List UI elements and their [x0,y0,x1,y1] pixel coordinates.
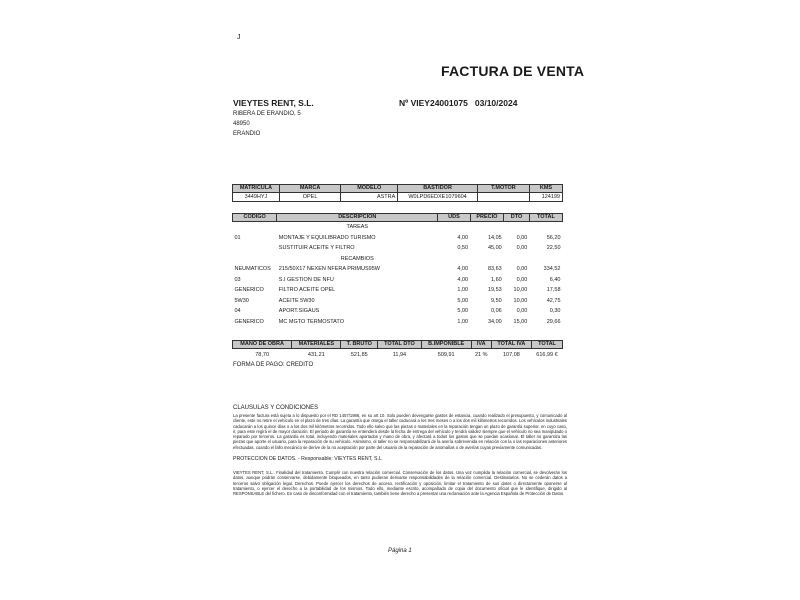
totals-header-cell: MATERIALES [292,341,341,349]
table-row [233,296,563,307]
item-desc: APORT.SIGAUS [278,308,320,314]
total-bruto: 521,85 [350,351,368,358]
item-code: GENERICO [234,287,264,293]
total-base-imponible: 509,91 [437,351,455,358]
items-header-cell: CODIGO [233,214,277,222]
table-row [233,306,563,317]
section-row [233,254,563,265]
vehicle-data-row [233,193,563,202]
totals-header-cell: TOTAL [531,341,562,349]
item-uds: 5,00 [457,297,469,304]
totals-header-row [233,341,563,349]
item-desc: MONTAJE Y EQUILIBRADO TURISMO [278,234,376,241]
item-uds: 5,00 [457,308,469,314]
items-header-row [233,214,563,222]
items-header-cell: PRECIO [470,214,504,222]
vehicle-header-row [233,185,563,193]
item-total: 22,50 [546,245,561,251]
vehicle-table [232,184,563,202]
items-header-cell: UDS [438,214,470,222]
item-code [233,243,277,254]
section-row [233,222,563,233]
item-total: 29,66 [546,318,561,325]
item-code: 01 [234,234,241,241]
clauses-title: CLAUSULAS Y CONDICIONES [233,405,319,411]
item-dto: 0,00 [516,308,528,314]
items-header-cell: DTO [504,214,530,222]
total-amount: 616,99 € [536,351,558,358]
page-number: Página 1 [388,548,412,554]
table-row [233,317,563,328]
company-address: RIBERA DE ERANDIO, 5 [233,111,301,117]
vehicle-model: ASTRA [341,193,398,202]
vehicle-header-cell: KMS [530,185,563,193]
items-header-cell: DESCRIPCION [277,214,438,222]
item-code: 03 [234,276,241,283]
item-code: 04 [234,308,241,314]
item-precio: 45,00 [487,245,502,251]
item-precio: 1,60 [490,276,502,283]
invoice-date: 03/10/2024 [474,98,518,108]
totals-table [232,340,563,360]
item-precio: 19,53 [487,287,502,293]
item-dto: 0,00 [516,266,528,272]
vehicle-header-cell: T.MOTOR [477,185,529,193]
company-city: ERANDIO [233,131,261,137]
corner-mark: J [237,34,241,41]
vehicle-header-cell: MARCA [279,185,340,193]
table-row [233,275,563,286]
items-table [232,213,563,327]
totals-header-cell: IVA [471,341,491,349]
vehicle-plate: 3449HYJ [233,193,280,202]
item-uds: 4,00 [457,234,469,241]
item-desc: FILTRO ACEITE OPEL [278,287,336,293]
vehicle-vin: W0LPD6EDXE1079604 [398,193,478,202]
item-uds: 1,00 [457,287,469,293]
item-dto: 15,00 [513,318,528,325]
section-tareas: TAREAS [346,224,369,230]
item-precio: 14,05 [487,234,502,241]
total-mano-obra: 78,70 [255,351,270,358]
total-dto: 11,94 [392,351,407,358]
item-precio: 83,63 [487,266,502,272]
table-row [233,233,563,244]
company-name: VIEYTES RENT, S.L. [233,98,314,108]
totals-header-cell: TOTAL IVA [491,341,531,349]
vehicle-header-cell: BASTIDOR [398,185,478,193]
document-title: FACTURA DE VENTA [441,63,585,79]
item-dto: 10,00 [513,297,528,304]
totals-header-cell: B.IMPONIBLE [421,341,471,349]
item-desc: ACEITE 5W30 [278,297,315,304]
item-total: 6,40 [549,276,561,283]
item-dto: 0,00 [516,276,528,283]
items-header-cell: TOTAL [529,214,562,222]
item-precio: 0,06 [490,308,502,314]
total-iva-rate: 21 % [474,351,488,358]
section-recambios: RECAMBIOS [340,255,374,262]
data-protection-line: PROTECCION DE DATOS. - Responsable: VIEYTES RENT, S.L [233,456,382,462]
company-postcode: 48950 [233,121,250,127]
item-precio: 9,50 [490,297,502,304]
vehicle-engine [477,193,529,202]
totals-header-cell: TOTAL DTO [378,341,422,349]
item-code: 5W30 [234,297,249,304]
total-materiales: 431,21 [307,351,325,358]
clauses-text: La presente factura está sujeta a lo dispuesto por el RD 1457/1986, en su art 10. Solo pueden devengarse gastos de estancia, cuando realizado el presupuesto, y comunicado al cliente, este no retire el vehículo en el plazo de tres días. La garantía que otorga el taller caducará a los tres meses o a los dos mil kilómetros recorridos. Los vehículos industriales caducarán a los quince días o a los dos mil kilómetros recorridos. Todo ello salvo que las piezas o materiales en la reparación tengan un plazo de garantía superior, en cuyo caso, ir, para este regirá el de mayor duración. El periodo de garantía se entenderá desde la fecha de entrega del vehículo y tendrá validez siempre que el vehículo no sea manipulado o reparado por terceros. La garantía es total, incluyendo materiales aportados y mano de obra, y afectará a todos los gastos que se puedan ocasionar. El taller no garantiza las piezas que aporte el usuario, para la reparación de su vehículo. Asimismo, el taller no se responsabilizará de la avería sobrevenida en relación con la o las reparaciones anteriores efectuadas, cuando el fallo mecánico se derive de la no aceptación por parte del usuario de la reparación de anomalías o de averías cuyas previamente comunicadas. [233,413,567,450]
item-total: 0,30 [549,308,561,314]
item-uds: 1,00 [457,318,469,325]
item-total: 334,52 [543,266,561,272]
totals-value-row [233,349,563,361]
item-dto: 0,00 [516,234,528,241]
payment-method: FORMA DE PAGO: CREDITO [233,362,314,368]
vehicle-brand: OPEL [279,193,340,202]
data-protection-text: VIEYTES RENT, S.L.. Finalidad del tratamiento. Cumplir con nuestra relación comercial. Conservación de los datos. Una vez cumplida la relación comercial, se devolverán los datos, aunque podrán conservarse, debidamente bloqueados, en tanto pudieran derivarse responsabilidades de la relación comercial. Destinatarios. No se cederán datos a terceros salvo obligación legal. Derechos. Puede ejercer los derechos de acceso, rectificación y oposición, limitar el tratamiento de sus datos o directamente oponerse al tratamiento, o ejercer el derecho a la portabilidad de los mismos. Todo ello, mediante escrito, acompañado de copia del documento oficial que le identifique, dirigido al RESPONSABLE del fichero. En caso de disconformidad con el tratamiento, también tiene derecho a presentar una reclamación ante la Agencia Española de Protección de Datos. [233,470,567,497]
item-dto: 10,00 [513,287,528,293]
item-desc: 215/50X17 NEXEN NFERA PRIMUS95W [278,266,380,272]
total-iva: 107,08 [502,351,520,358]
totals-header-cell: T. BRUTO [341,341,378,349]
item-desc: SUSTITUIR ACEITE Y FILTRO [278,245,355,251]
table-row [233,285,563,296]
vehicle-header-cell: MATRICULA [233,185,280,193]
item-code: GENERICO [234,318,264,325]
item-code: NEUMATICOS [234,266,271,272]
invoice-number: Nº VIEY24001075 [399,98,468,108]
totals-header-cell: MANO DE OBRA [233,341,292,349]
vehicle-kms: 124199 [530,193,563,202]
item-total: 56,20 [546,234,561,241]
item-total: 42,75 [546,297,561,304]
item-desc: S.I GESTION DE NFU [278,276,334,283]
vehicle-header-cell: MODELO [341,185,398,193]
item-precio: 34,00 [487,318,502,325]
item-dto: 0,00 [516,245,528,251]
item-uds: 0,50 [457,245,469,251]
table-row [233,243,563,254]
item-desc: MC MGTO TERMOSTATO [278,318,344,325]
item-uds: 4,00 [457,266,469,272]
item-uds: 4,00 [457,276,469,283]
invoice-number-date [399,98,517,108]
table-row [233,264,563,275]
item-total: 17,58 [546,287,561,293]
